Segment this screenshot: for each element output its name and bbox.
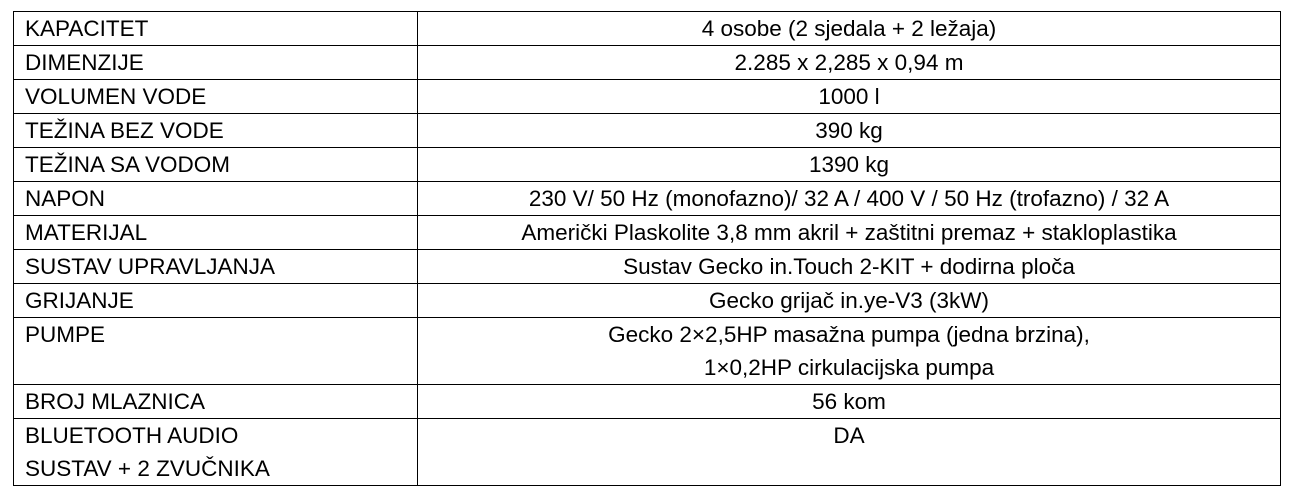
spec-label <box>14 318 418 385</box>
spec-value-line: 1×0,2HP cirkulacijska pumpa <box>703 355 995 380</box>
spec-label-line: PUMPE <box>25 322 106 347</box>
spec-value-line: 1390 kg <box>808 152 890 177</box>
spec-value-line: 390 kg <box>815 118 883 143</box>
spec-label <box>14 216 418 250</box>
spec-label <box>14 250 418 284</box>
spec-row-water-volume <box>14 80 1281 114</box>
spec-label-line: GRIJANJE <box>25 288 134 313</box>
spec-row-capacity <box>14 12 1281 46</box>
spec-row-jet-count <box>14 385 1281 419</box>
spec-row-filled-weight <box>14 148 1281 182</box>
spec-label-line: KAPACITET <box>25 16 149 41</box>
spec-value <box>418 419 1281 486</box>
spec-value <box>418 46 1281 80</box>
spec-value <box>418 12 1281 46</box>
spec-value <box>418 148 1281 182</box>
spec-value-line: 2.285 x 2,285 x 0,94 m <box>734 50 964 75</box>
spec-label <box>14 12 418 46</box>
spec-value-line: DA <box>833 423 865 448</box>
specifications-table <box>13 11 1281 486</box>
spec-value <box>418 385 1281 419</box>
spec-label <box>14 114 418 148</box>
spec-row-pumps <box>14 318 1281 385</box>
spec-value <box>418 216 1281 250</box>
spec-value <box>418 182 1281 216</box>
spec-value-line: 4 osobe (2 sjedala + 2 ležaja) <box>701 16 997 41</box>
spec-label-line: SUSTAV + 2 ZVUČNIKA <box>25 456 270 481</box>
spec-label <box>14 148 418 182</box>
spec-label <box>14 419 418 486</box>
spec-label-line: TEŽINA SA VODOM <box>25 152 231 177</box>
spec-label <box>14 284 418 318</box>
spec-value-line: 230 V/ 50 Hz (monofazno)/ 32 A / 400 V / 50 Hz (trofazno) / 32 A <box>528 186 1170 211</box>
spec-label-line: DIMENZIJE <box>25 50 144 75</box>
spec-row-heating <box>14 284 1281 318</box>
spec-label <box>14 46 418 80</box>
spec-row-bluetooth-audio <box>14 419 1281 486</box>
spec-value-line: 56 kom <box>812 389 886 414</box>
spec-value-line: Američki Plaskolite 3,8 mm akril + zaštitni premaz + stakloplastika <box>521 220 1177 245</box>
spec-value-line: Gecko 2×2,5HP masažna pumpa (jedna brzina), <box>608 322 1090 347</box>
spec-label <box>14 182 418 216</box>
spec-label-line: BROJ MLAZNICA <box>25 389 206 414</box>
spec-label <box>14 80 418 114</box>
spec-row-voltage <box>14 182 1281 216</box>
spec-value-line: 1000 l <box>818 84 880 109</box>
spec-label-line: NAPON <box>25 186 106 211</box>
spec-label-line: MATERIJAL <box>25 220 148 245</box>
spec-label <box>14 385 418 419</box>
spec-row-dry-weight <box>14 114 1281 148</box>
spec-value <box>418 80 1281 114</box>
spec-row-control-system <box>14 250 1281 284</box>
spec-label-line: BLUETOOTH AUDIO <box>25 423 239 448</box>
spec-value-line: Sustav Gecko in.Touch 2-KIT + dodirna ploča <box>623 254 1075 279</box>
spec-label-line: SUSTAV UPRAVLJANJA <box>25 254 276 279</box>
spec-label-line: VOLUMEN VODE <box>25 84 207 109</box>
spec-label-line: TEŽINA BEZ VODE <box>25 118 224 143</box>
spec-value <box>418 250 1281 284</box>
spec-row-dimensions <box>14 46 1281 80</box>
spec-value <box>418 114 1281 148</box>
spec-value-line: Gecko grijač in.ye-V3 (3kW) <box>708 288 990 313</box>
spec-value <box>418 284 1281 318</box>
spec-row-material <box>14 216 1281 250</box>
spec-value <box>418 318 1281 385</box>
specifications-body <box>14 12 1281 486</box>
